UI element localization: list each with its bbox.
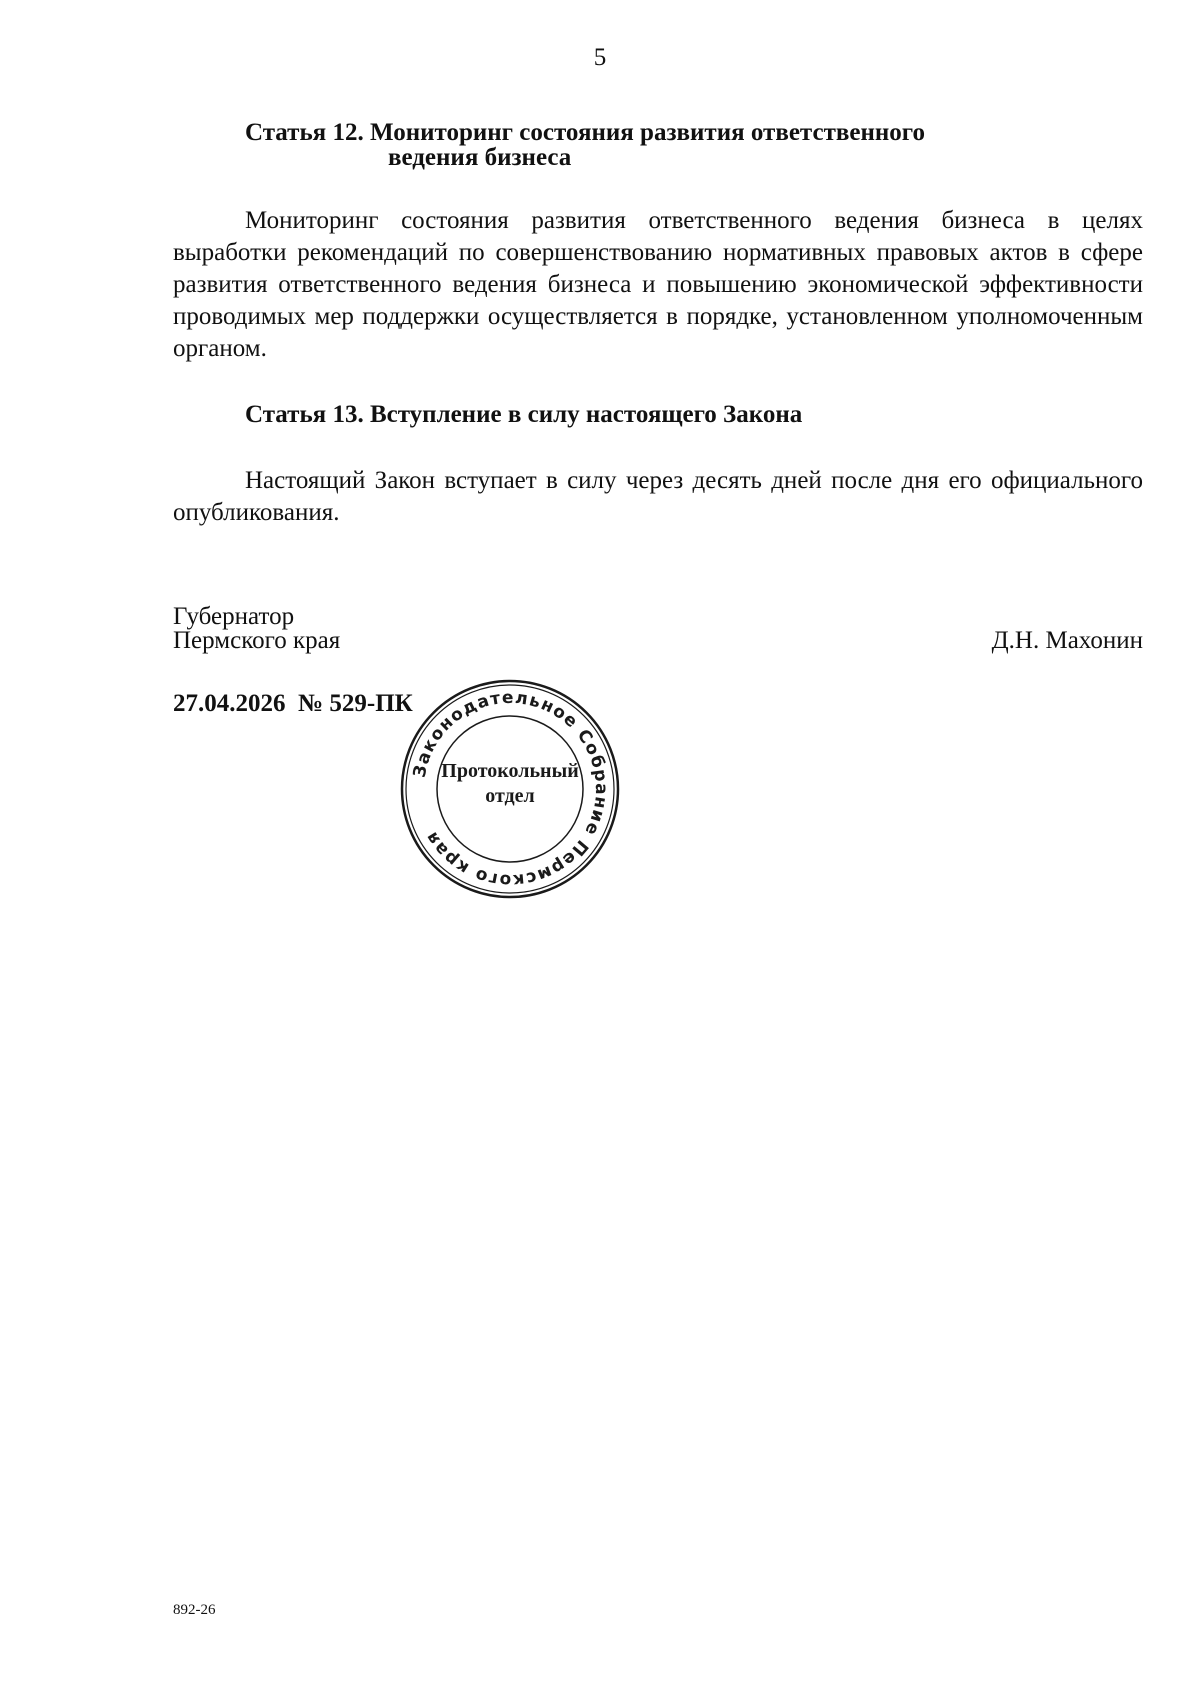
page-number: 5 [593,44,607,71]
article-12-heading-line2: ведения бизнеса [388,144,572,171]
article-12-heading [245,120,925,170]
article-13-heading: Статья 13. Вступление в силу настоящего Закона [245,401,803,428]
stamp-ring-text: Законодательное Собрание Пермского края [409,687,612,891]
signatory-title [173,605,340,653]
law-date-number: 27.04.2026 № 529-ПК [173,690,413,717]
signatory-title-line1: Губернатор [173,603,295,630]
article-13-text: Настоящий Закон вступает в силу через десять дней после дня его официального опубликования. [173,467,1143,526]
stamp-graphic [398,678,622,900]
signatory-name: Д.Н. Махонин [991,627,1143,654]
stamp-center-line2: отдел [485,785,535,807]
official-stamp [398,678,622,900]
article-12-text: Мониторинг состояния развития ответственного ведения бизнеса в целях выработки рекомендаций по совершенствованию нормативных правовых актов в сфере развития ответственного ведения бизнеса и повышению экономической эффективности проводимых мер поддержки осуществляется в порядке, установленном уполномоченным органом. [173,207,1143,362]
article-12-heading-line1: Статья 12. Мониторинг состояния развития ответственного [245,119,926,146]
document-code: 892-26 [173,1602,216,1618]
stamp-center-line1: Протокольный [441,760,579,782]
signatory-title-line2: Пермского края [173,627,341,654]
